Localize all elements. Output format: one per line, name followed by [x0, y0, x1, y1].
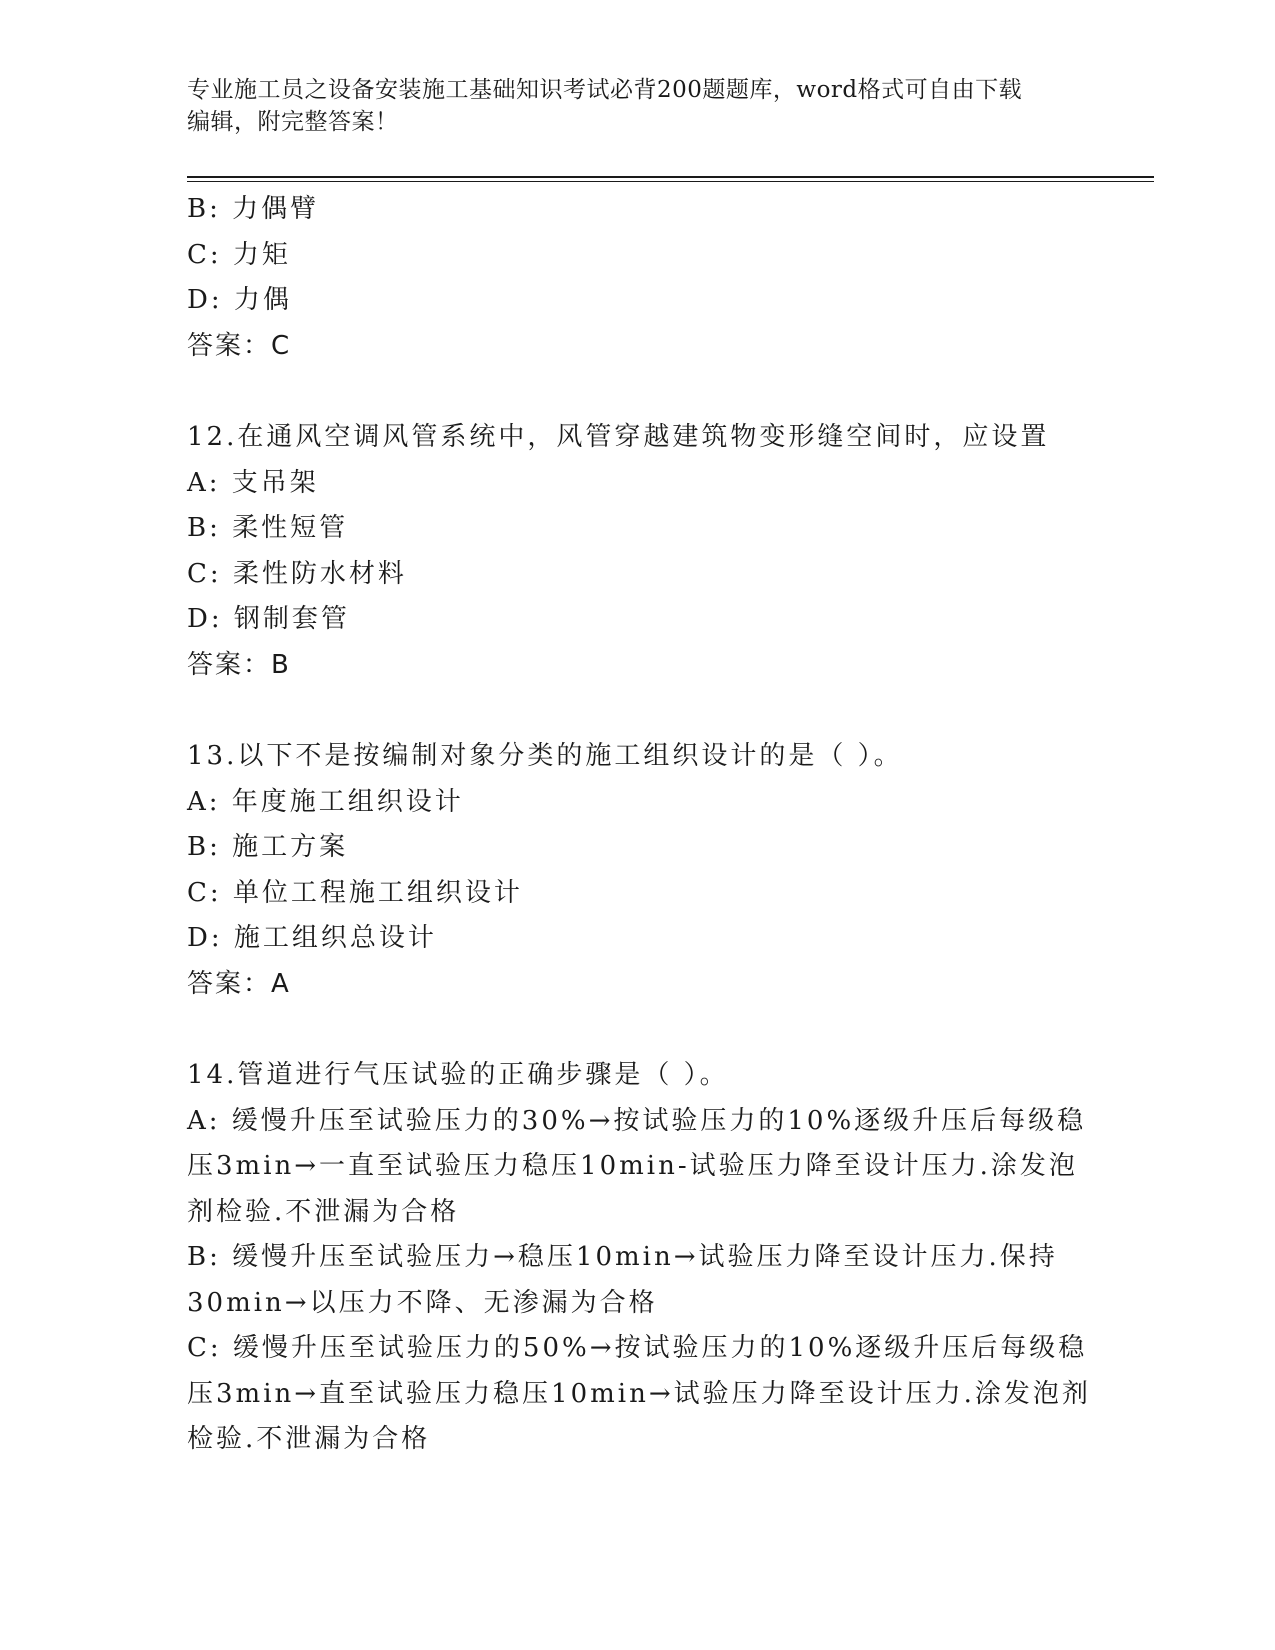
- q13-stem: 13.以下不是按编制对象分类的施工组织设计的是（ ）。: [187, 741, 903, 771]
- q11-option-b: B: 力偶臂: [187, 194, 320, 224]
- q14-option-a-line-2: 压3min→一直至试验压力稳压10min-试验压力降至设计压力.涂发泡: [187, 1151, 1078, 1181]
- q14-option-c-line-2: 压3min→直至试验压力稳压10min→试验压力降至设计压力.涂发泡剂: [187, 1378, 1091, 1409]
- q11-answer: 答案：C: [187, 330, 292, 361]
- question-spacer: [187, 688, 1067, 734]
- question-14: [187, 1053, 1091, 1463]
- q12-option-a: A: 支吊架: [187, 467, 319, 498]
- q13-option-d: D: 施工组织总设计: [187, 923, 437, 953]
- q11-option-c: C: 力矩: [187, 239, 291, 270]
- q12-answer: 答案：B: [187, 649, 291, 680]
- header-divider-thick: [187, 176, 1154, 178]
- question-spacer: [187, 1007, 1067, 1053]
- q12-option-c: C: 柔性防水材料: [187, 558, 407, 589]
- q13-answer: 答案：A: [187, 968, 291, 999]
- q14-option-c-line-1: C: 缓慢升压至试验压力的50%→按试验压力的10%逐级升压后每级稳: [187, 1333, 1088, 1363]
- q14-option-b-line-2: 30min→以压力不降、无渗漏为合格: [187, 1287, 658, 1318]
- q14-option-b-line-1: B: 缓慢升压至试验压力→稳压10min→试验压力降至设计压力.保持: [187, 1242, 1058, 1272]
- question-list: [187, 187, 1091, 1463]
- header-divider-thin: [187, 181, 1154, 182]
- question-12: [187, 415, 1067, 688]
- q13-option-c: C: 单位工程施工组织设计: [187, 877, 523, 908]
- q12-option-b: B: 柔性短管: [187, 513, 349, 543]
- q12-option-d: D: 钢制套管: [187, 604, 350, 634]
- q14-option-a-line-1: A: 缓慢升压至试验压力的30%→按试验压力的10%逐级升压后每级稳: [187, 1105, 1087, 1136]
- q11-option-d: D: 力偶: [187, 285, 292, 315]
- q14-option-a-line-3: 剂检验.不泄漏为合格: [187, 1196, 460, 1227]
- q14-stem: 14.管道进行气压试验的正确步骤是（ ）。: [187, 1060, 729, 1090]
- q13-option-a: A: 年度施工组织设计: [187, 786, 464, 817]
- question-spacer: [187, 369, 1067, 415]
- header-title-line-2: 编辑，附完整答案！: [187, 109, 399, 135]
- document-header: [187, 74, 1087, 138]
- header-title-line-1: 专业施工员之设备安装施工基础知识考试必背200题题库，word格式可自由下载: [187, 77, 1023, 103]
- q13-option-b: B: 施工方案: [187, 832, 349, 862]
- question-13: [187, 734, 1067, 1007]
- question-11-continued: [187, 187, 1067, 369]
- q12-stem: 12.在通风空调风管系统中，风管穿越建筑物变形缝空间时，应设置: [187, 422, 1050, 452]
- q14-option-c-line-3: 检验.不泄漏为合格: [187, 1424, 431, 1454]
